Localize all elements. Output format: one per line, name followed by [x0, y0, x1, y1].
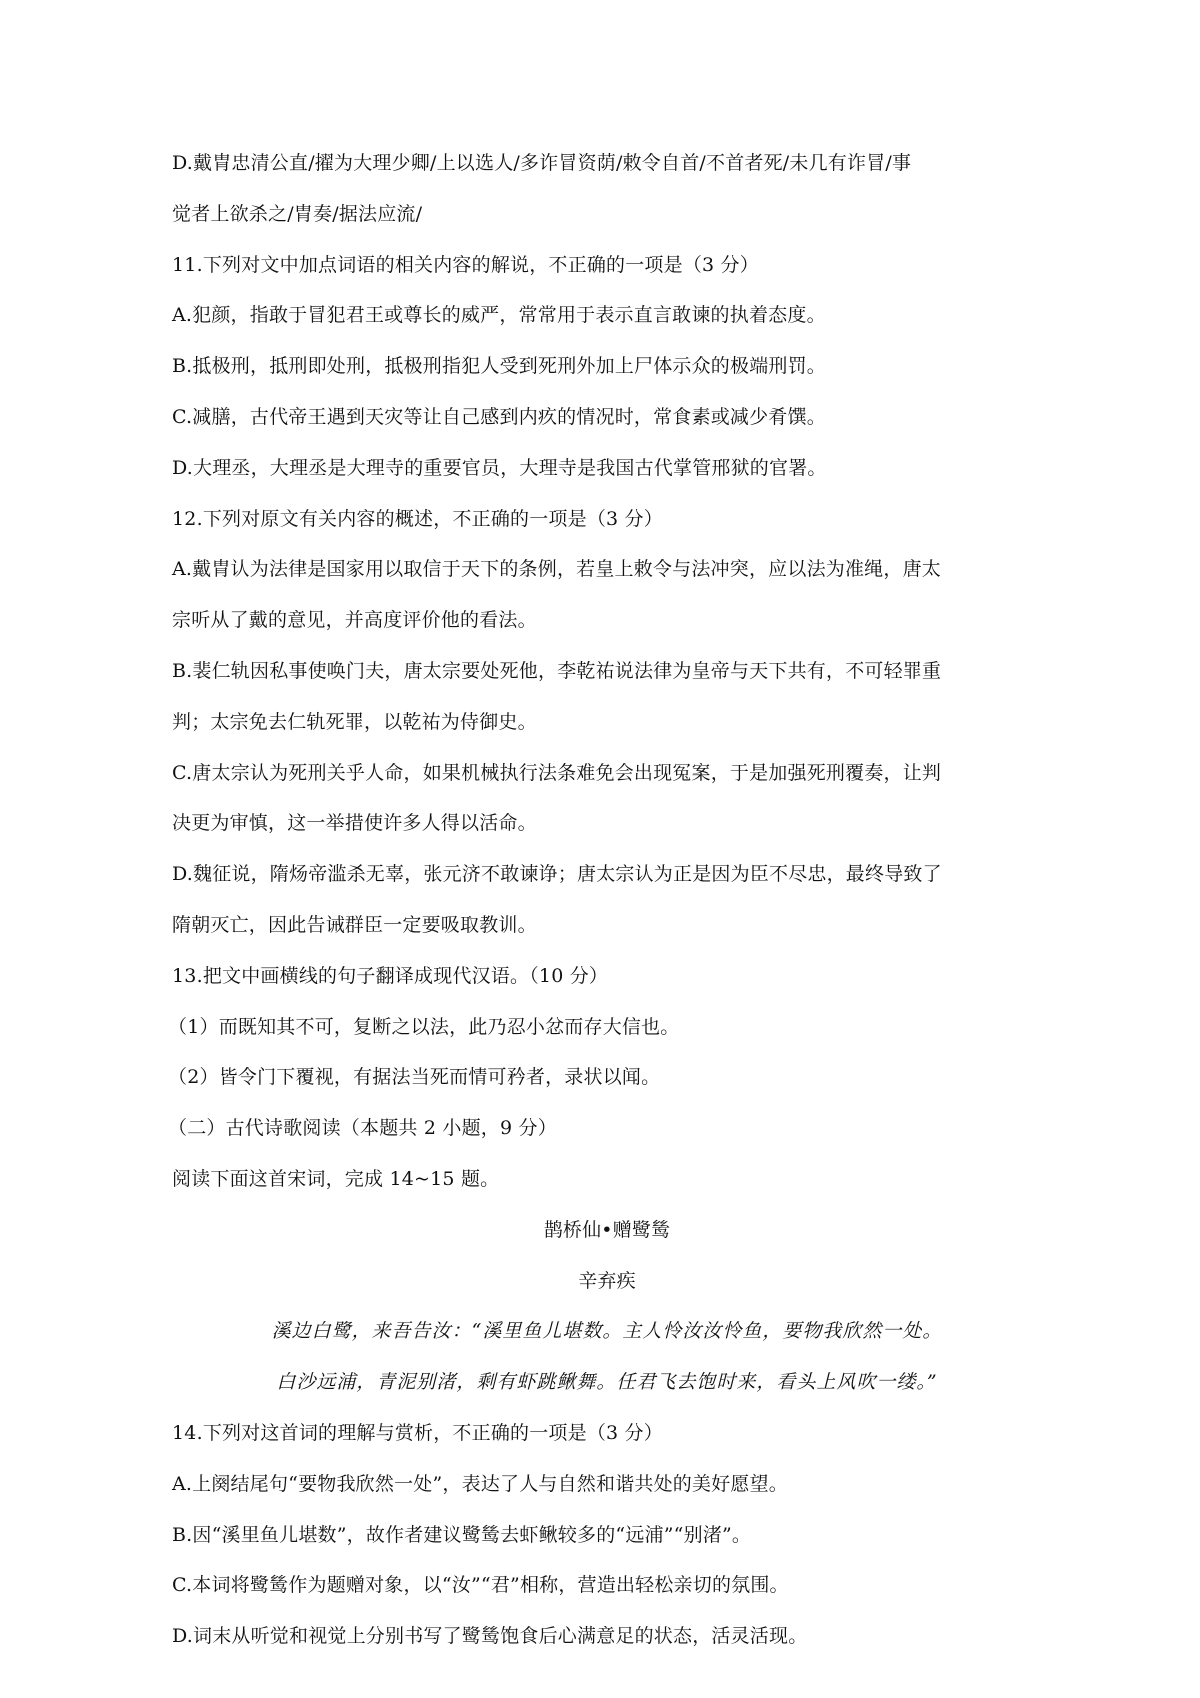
- q14-option-d: D.词末从听觉和视觉上分别书写了鹭鸶饱食后心满意足的状态，活灵活现。: [172, 1625, 808, 1647]
- q11-option-d: D.大理丞，大理丞是大理寺的重要官员，大理寺是我国古代掌管邢狱的官署。: [172, 457, 827, 479]
- q12-option-c-line1: C.唐太宗认为死刑关乎人命，如果机械执行法条难免会出现冤案，于是加强死刑覆奏，让判: [172, 762, 942, 784]
- q13-item-1: （1）而既知其不可，复断之以法，此乃忍小忿而存大信也。: [168, 1016, 680, 1038]
- q12-option-a-line2: 宗听从了戴的意见，并高度评价他的看法。: [172, 609, 537, 631]
- q12-option-d-line1: D.魏征说，隋炀帝滥杀无辜，张元济不敢谏诤；唐太宗认为正是因为臣不尽忠，最终导致了: [172, 863, 942, 885]
- q12-option-c-line2: 决更为审慎，这一举措使许多人得以活命。: [172, 812, 537, 834]
- q10-option-d-line1: D.戴胄忠清公直/擢为大理少卿/上以选人/多诈冒资荫/敕令自首/不首者死/未几有诈冒/事: [172, 152, 912, 174]
- q12-option-b-line2: 判；太宗免去仁轨死罪，以乾祐为侍御史。: [172, 711, 537, 733]
- section-heading: （二）古代诗歌阅读（本题共 2 小题，9 分）: [168, 1117, 557, 1139]
- poem-line-1: 溪边白鹭，来吾告汝：“溪里鱼儿堪数。主人怜汝汝怜鱼，要物我欣然一处。: [271, 1320, 943, 1342]
- q14-option-b: B.因“溪里鱼儿堪数”，故作者建议鹭鸶去虾鳅较多的“远浦”“别渚”。: [172, 1524, 752, 1546]
- q12-stem: 12.下列对原文有关内容的概述，不正确的一项是（3 分）: [172, 508, 663, 530]
- q11-option-a: A.犯颜，指敢于冒犯君王或尊长的威严，常常用于表示直言敢谏的执着态度。: [172, 304, 826, 326]
- poem-title: 鹊桥仙•赠鹭鸶: [543, 1219, 671, 1241]
- q11-option-b: B.抵极刑，抵刑即处刑，抵极刑指犯人受到死刑外加上尸体示众的极端刑罚。: [172, 355, 827, 377]
- q11-option-c: C.减膳，古代帝王遇到天灾等让自己感到内疚的情况时，常食素或减少肴馔。: [172, 406, 826, 428]
- poem-author: 辛弃疾: [578, 1270, 636, 1292]
- q14-option-a: A.上阕结尾句“要物我欣然一处”，表达了人与自然和谐共处的美好愿望。: [172, 1473, 788, 1495]
- q12-option-a-line1: A.戴胄认为法律是国家用以取信于天下的条例，若皇上敕令与法冲突，应以法为准绳，唐太: [172, 558, 941, 580]
- q11-stem: 11.下列对文中加点词语的相关内容的解说，不正确的一项是（3 分）: [172, 254, 759, 276]
- q13-item-2: （2）皆令门下覆视，有据法当死而情可矜者，录状以闻。: [168, 1066, 661, 1088]
- q12-option-b-line1: B.裴仁轨因私事使唤门夫，唐太宗要处死他，李乾祐说法律为皇帝与天下共有，不可轻罪重: [172, 660, 942, 682]
- q12-option-d-line2: 隋朝灭亡，因此告诫群臣一定要吸取教训。: [172, 914, 537, 936]
- q10-option-d-line2: 觉者上欲杀之/胄奏/据法应流/: [172, 203, 423, 225]
- poem-line-2: 白沙远浦，青泥别渚，剩有虾跳鳅舞。任君飞去饱时来，看头上风吹一缕。”: [276, 1371, 938, 1393]
- q14-stem: 14.下列对这首词的理解与赏析，不正确的一项是（3 分）: [172, 1422, 663, 1444]
- q14-option-c: C.本词将鹭鸶作为题赠对象，以“汝”“君”相称，营造出轻松亲切的氛围。: [172, 1574, 789, 1596]
- q13-stem: 13.把文中画横线的句子翻译成现代汉语。（10 分）: [172, 965, 609, 987]
- section-instruction: 阅读下面这首宋词，完成 14~15 题。: [172, 1168, 500, 1190]
